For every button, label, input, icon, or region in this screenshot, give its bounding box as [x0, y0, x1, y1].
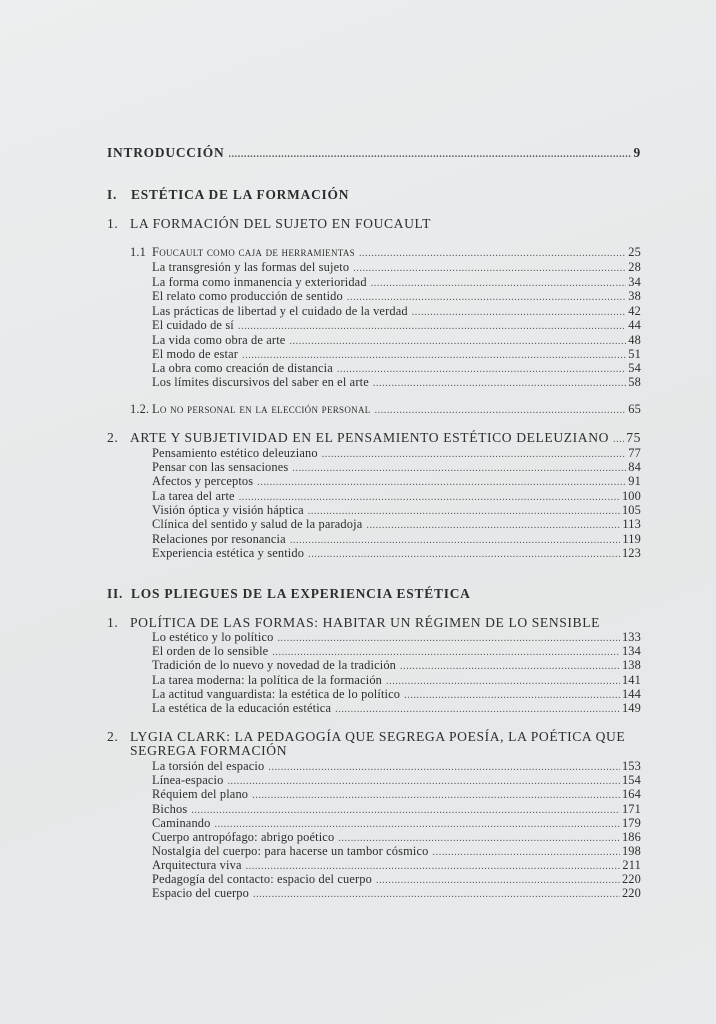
entry-page: 58 [628, 375, 641, 389]
dot-leader [338, 833, 620, 844]
entry-title: La tarea del arte [152, 489, 235, 503]
entry-title: Caminando [152, 816, 211, 830]
entry-title: Los límites discursivos del saber en el arte [152, 375, 369, 389]
entry-title: Pedagogía del contacto: espacio del cuerpo [152, 872, 372, 886]
part-title: LOS PLIEGUES DE LA EXPERIENCIA ESTÉTICA [131, 586, 471, 601]
dot-leader [257, 477, 626, 488]
dot-leader [353, 263, 626, 274]
dot-leader [433, 847, 620, 858]
toc-entry [152, 844, 641, 859]
dot-leader [337, 364, 626, 375]
toc-entry [152, 275, 641, 290]
entry-title: El relato como producción de sentido [152, 289, 343, 303]
entry-title: Arquitectura viva [152, 858, 242, 872]
part-heading [107, 187, 349, 203]
dot-leader [290, 535, 621, 546]
entry-page: 171 [621, 802, 641, 816]
entry-page: 123 [621, 546, 641, 560]
entry-page: 113 [622, 517, 641, 531]
chapter-number: 1. [107, 216, 119, 231]
toc-entry [152, 858, 641, 873]
toc-entry [152, 673, 641, 688]
entry-page: 144 [621, 687, 641, 701]
dot-leader [214, 819, 619, 830]
toc-entry [152, 773, 641, 788]
dot-leader [412, 307, 627, 318]
entry-page: 9 [633, 145, 641, 160]
toc-entry [152, 687, 641, 702]
entry-page: 100 [621, 489, 641, 503]
dot-leader [373, 378, 626, 389]
entry-page: 54 [628, 361, 641, 375]
chapter-title-line1: LYGIA CLARK: LA PEDAGOGÍA QUE SEGREGA POESÍA, LA POÉTICA QUE [130, 729, 626, 744]
part-title: ESTÉTICA DE LA FORMACIÓN [131, 187, 350, 202]
toc-entry [152, 787, 641, 802]
dot-leader [386, 676, 620, 687]
toc-entry [152, 333, 641, 348]
entry-title: La actitud vanguardista: la estética de lo político [152, 687, 401, 701]
chapter-heading [107, 430, 641, 446]
entry-page: 186 [621, 830, 641, 844]
toc-section [130, 402, 641, 417]
chapter-number: 2. [107, 729, 119, 744]
entry-title: El modo de estar [152, 347, 239, 361]
dot-leader [308, 549, 620, 560]
dot-leader [246, 861, 621, 872]
dot-leader [272, 647, 620, 658]
toc-entry [152, 630, 641, 645]
toc-entry [152, 802, 641, 817]
dot-leader [347, 292, 626, 303]
dot-leader [277, 633, 620, 644]
entry-page: 38 [628, 289, 641, 303]
entry-title: La vida como obra de arte [152, 333, 286, 347]
entry-page: 65 [628, 402, 641, 416]
entry-title: El cuidado de sí [152, 318, 234, 332]
entry-title: Tradición de lo nuevo y novedad de la tradición [152, 658, 397, 672]
entry-page: 51 [628, 347, 641, 361]
toc-entry [152, 517, 641, 532]
dot-leader [289, 336, 626, 347]
entry-page: 153 [621, 759, 641, 773]
entry-title: Clínica del sentido y salud de la paradoja [152, 517, 363, 531]
chapter-title: ARTE Y SUBJETIVIDAD EN EL PENSAMIENTO ESTÉTICO DELEUZIANO [130, 430, 610, 445]
entry-page: 198 [621, 844, 641, 858]
toc-entry [152, 816, 641, 831]
entry-title: Cuerpo antropófago: abrigo poético [152, 830, 335, 844]
dot-leader [371, 278, 627, 289]
entry-page: 91 [628, 474, 641, 488]
entry-page: 28 [628, 260, 641, 274]
entry-page: 34 [628, 275, 641, 289]
entry-title: La obra como creación de distancia [152, 361, 333, 375]
toc-entry [152, 304, 641, 319]
dot-leader [253, 889, 620, 900]
entry-page: 154 [621, 773, 641, 787]
section-title: Foucault como caja de herramientas [152, 245, 355, 259]
part-number: I. [107, 187, 118, 202]
toc-entry [152, 289, 641, 304]
toc-entry [152, 347, 641, 362]
dot-leader [404, 690, 620, 701]
chapter-number: 2. [107, 430, 119, 445]
entry-title: Espacio del cuerpo [152, 886, 249, 900]
entry-title: Pensamiento estético deleuziano [152, 446, 318, 460]
toc-entry [152, 701, 641, 716]
toc-entry [152, 532, 641, 547]
toc-entry [152, 886, 641, 901]
dot-leader [292, 463, 626, 474]
entry-title: La tarea moderna: la política de la formación [152, 673, 383, 687]
entry-page: 164 [621, 787, 641, 801]
dot-leader [366, 520, 620, 531]
toc-entry [152, 474, 641, 489]
dot-leader [308, 506, 620, 517]
entry-title: La transgresión y las formas del sujeto [152, 260, 350, 274]
entry-page: 179 [621, 816, 641, 830]
entry-title: Pensar con las sensaciones [152, 460, 289, 474]
dot-leader [268, 762, 620, 773]
dot-leader [227, 776, 620, 787]
dot-leader [239, 492, 620, 503]
entry-title: La estética de la educación estética [152, 701, 332, 715]
entry-title: Relaciones por resonancia [152, 532, 286, 546]
entry-title: Réquiem del plano [152, 787, 249, 801]
chapter-heading-continued [130, 743, 287, 759]
dot-leader [376, 875, 620, 886]
entry-page: 141 [621, 673, 641, 687]
entry-page: 211 [622, 858, 641, 872]
entry-title: El orden de lo sensible [152, 644, 269, 658]
toc-entry [152, 375, 641, 390]
dot-leader [335, 704, 620, 715]
section-number: 1.1 [130, 245, 146, 259]
entry-page: 149 [621, 701, 641, 715]
chapter-heading [107, 615, 600, 631]
entry-page: 138 [621, 658, 641, 672]
entry-page: 119 [622, 532, 641, 546]
entry-page: 44 [628, 318, 641, 332]
toc-section [130, 245, 641, 260]
dot-leader [322, 449, 627, 460]
dot-leader [242, 350, 626, 361]
part-number: II. [107, 586, 124, 601]
entry-title: La forma como inmanencia y exterioridad [152, 275, 367, 289]
chapter-title: POLÍTICA DE LAS FORMAS: HABITAR UN RÉGIMEN DE LO SENSIBLE [130, 615, 601, 630]
dot-leader [375, 405, 627, 416]
entry-title: Visión óptica y visión háptica [152, 503, 304, 517]
entry-page: 25 [628, 245, 641, 259]
entry-page: 75 [626, 430, 641, 445]
dot-leader [228, 149, 631, 160]
toc-entry [152, 446, 641, 461]
chapter-heading [107, 216, 431, 232]
entry-page: 77 [628, 446, 641, 460]
toc-entry [152, 546, 641, 561]
entry-title: Bichos [152, 802, 188, 816]
entry-title: Afectos y perceptos [152, 474, 254, 488]
toc-entry [152, 489, 641, 504]
part-heading [107, 586, 471, 602]
toc-entry [152, 644, 641, 659]
dot-leader [400, 661, 620, 672]
chapter-title-line2: SEGREGA FORMACIÓN [130, 743, 288, 758]
section-number: 1.2. [130, 402, 150, 416]
toc-entry [152, 759, 641, 774]
entry-page: 84 [628, 460, 641, 474]
dot-leader [191, 805, 620, 816]
toc-entry [152, 361, 641, 376]
toc-entry [152, 658, 641, 673]
toc-entry [152, 260, 641, 275]
entry-title: La torsión del espacio [152, 759, 265, 773]
toc-entry [152, 830, 641, 845]
entry-title: Experiencia estética y sentido [152, 546, 305, 560]
toc-entry [152, 503, 641, 518]
dot-leader [252, 790, 620, 801]
chapter-number: 1. [107, 615, 119, 630]
section-title: Lo no personal en la elección personal [152, 402, 371, 416]
entry-title: Nostalgia del cuerpo: para hacerse un tambor cósmico [152, 844, 429, 858]
toc-entry [152, 318, 641, 333]
dot-leader [238, 321, 626, 332]
entry-page: 134 [621, 644, 641, 658]
toc-entry [152, 460, 641, 475]
entry-page: 220 [621, 886, 641, 900]
entry-title: Las prácticas de libertad y el cuidado de la verdad [152, 304, 408, 318]
toc-entry-introduction [107, 145, 641, 161]
dot-leader [613, 434, 624, 445]
entry-title: INTRODUCCIÓN [107, 145, 225, 160]
entry-title: Lo estético y lo político [152, 630, 274, 644]
entry-title: Línea-espacio [152, 773, 224, 787]
entry-page: 220 [621, 872, 641, 886]
entry-page: 42 [628, 304, 641, 318]
entry-page: 133 [621, 630, 641, 644]
entry-page: 105 [621, 503, 641, 517]
entry-page: 48 [628, 333, 641, 347]
chapter-title: LA FORMACIÓN DEL SUJETO EN FOUCAULT [130, 216, 432, 231]
dot-leader [359, 248, 626, 259]
toc-entry [152, 872, 641, 887]
